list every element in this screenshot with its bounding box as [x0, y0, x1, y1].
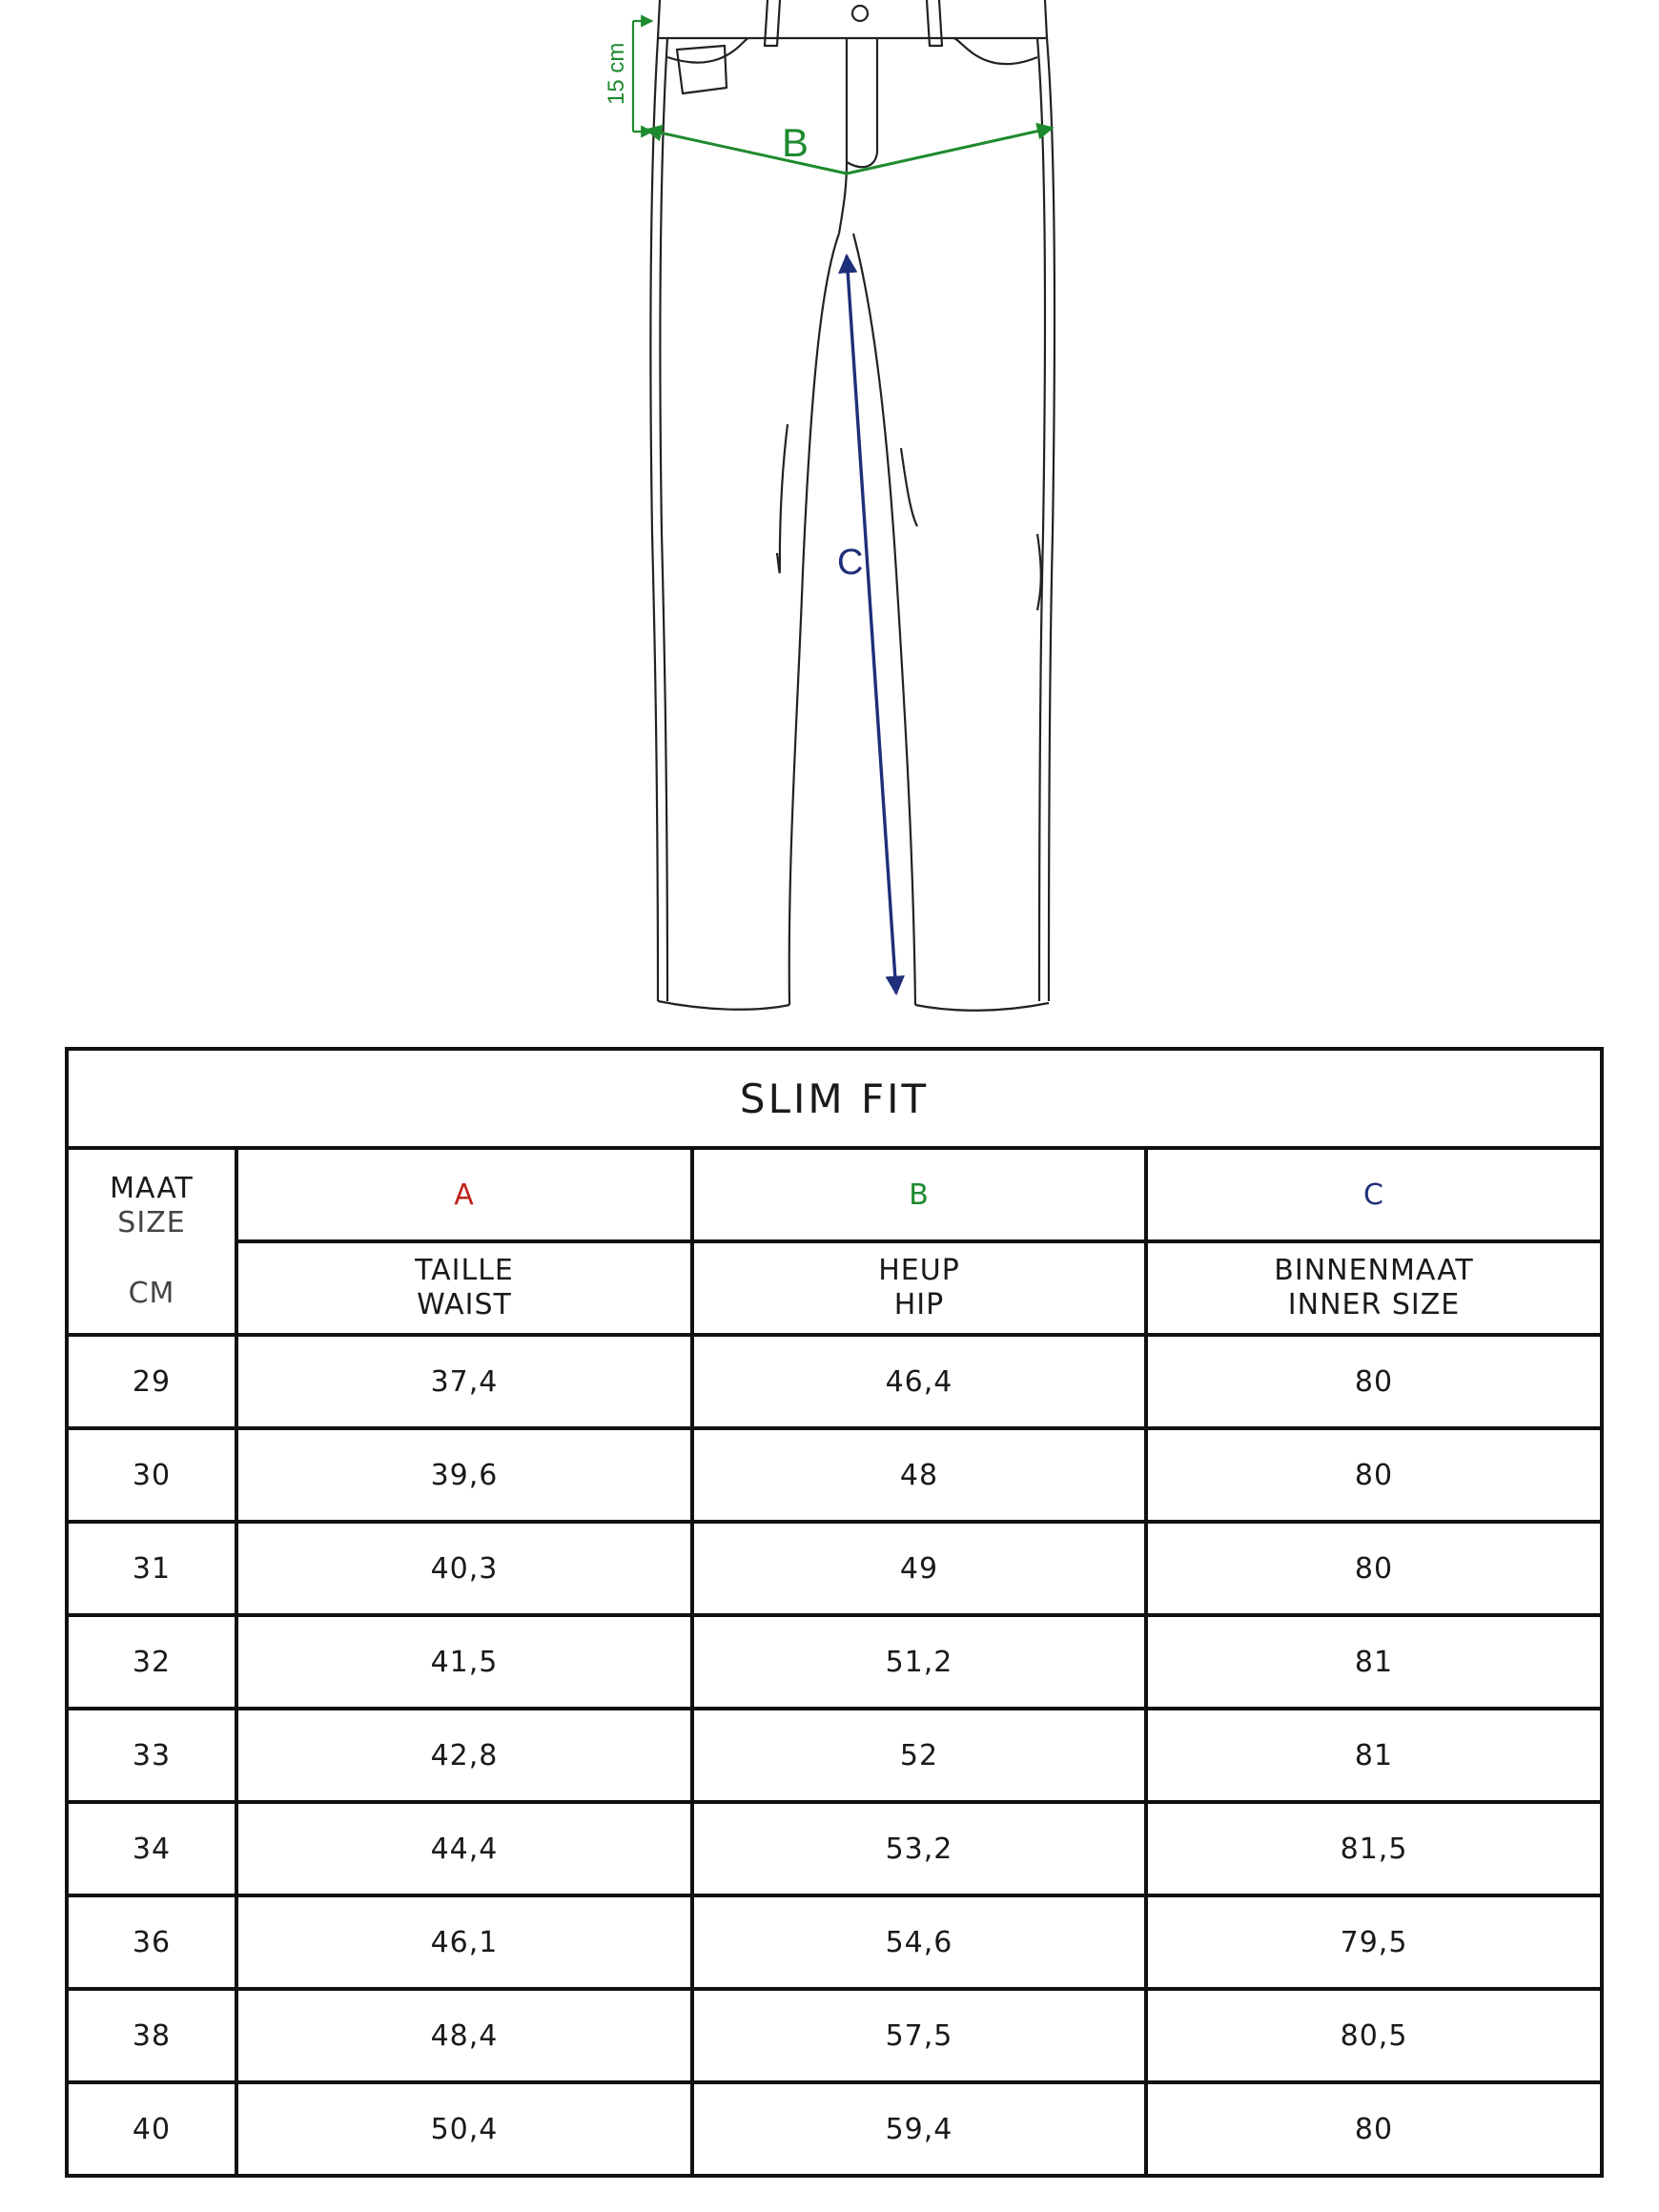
size-cell: 38 [67, 1989, 236, 2082]
table-row [67, 1709, 1602, 1802]
inner-size-cell: 80 [1146, 1522, 1602, 1615]
table-title: SLIM FIT [67, 1049, 1602, 1148]
hip-cell: 46,4 [692, 1335, 1146, 1428]
hip-cell: 57,5 [692, 1989, 1146, 2082]
column-label-en: HIP [893, 1288, 945, 1321]
column-label-en: INNER SIZE [1287, 1288, 1461, 1321]
size-cell: 40 [67, 2082, 236, 2176]
size-cell: 36 [67, 1895, 236, 1989]
waist-cell: 37,4 [236, 1335, 692, 1428]
column-letter-a: A [236, 1148, 692, 1241]
table-row [67, 1335, 1602, 1428]
hip-cell: 59,4 [692, 2082, 1146, 2176]
size-cell: 34 [67, 1802, 236, 1895]
size-label: SIZE [117, 1206, 186, 1239]
hip-label: B [782, 120, 809, 165]
column-label-waist [236, 1241, 692, 1335]
jeans-outline [650, 0, 1055, 1011]
table-row [67, 1615, 1602, 1709]
rise-indicator [633, 21, 652, 132]
table-row [67, 1522, 1602, 1615]
waist-cell: 48,4 [236, 1989, 692, 2082]
size-cell: 30 [67, 1428, 236, 1522]
rise-label: 15 cm [604, 42, 629, 105]
size-cell: 33 [67, 1709, 236, 1802]
size-header-cell [67, 1148, 236, 1335]
column-letter-c: C [1146, 1148, 1602, 1241]
button-icon [852, 6, 868, 21]
hip-cell: 52 [692, 1709, 1146, 1802]
inner-size-cell: 81 [1146, 1709, 1602, 1802]
column-label-hip [692, 1241, 1146, 1335]
waist-cell: 39,6 [236, 1428, 692, 1522]
hip-cell: 49 [692, 1522, 1146, 1615]
inseam-measure-line [847, 256, 896, 993]
waist-cell: 50,4 [236, 2082, 692, 2176]
hip-cell: 53,2 [692, 1802, 1146, 1895]
column-label-inner-size [1146, 1241, 1602, 1335]
waist-cell: 46,1 [236, 1895, 692, 1989]
waist-cell: 40,3 [236, 1522, 692, 1615]
column-label-nl: BINNENMAAT [1274, 1254, 1474, 1287]
size-cell: 32 [67, 1615, 236, 1709]
unit-label: CM [128, 1277, 175, 1310]
table-row [67, 1428, 1602, 1522]
table-row [67, 1802, 1602, 1895]
hip-cell: 51,2 [692, 1615, 1146, 1709]
inner-size-cell: 81 [1146, 1615, 1602, 1709]
table-row [67, 2082, 1602, 2176]
waist-cell: 44,4 [236, 1802, 692, 1895]
size-cell: 31 [67, 1522, 236, 1615]
waist-cell: 42,8 [236, 1709, 692, 1802]
column-letter-b: B [692, 1148, 1146, 1241]
inner-size-cell: 80 [1146, 1335, 1602, 1428]
column-label-nl: TAILLE [415, 1254, 514, 1287]
table-row [67, 1895, 1602, 1989]
inner-size-cell: 79,5 [1146, 1895, 1602, 1989]
size-cell: 29 [67, 1335, 236, 1428]
size-chart-table [65, 1047, 1604, 2178]
inner-size-cell: 80 [1146, 1428, 1602, 1522]
inner-size-cell: 81,5 [1146, 1802, 1602, 1895]
inner-size-cell: 80,5 [1146, 1989, 1602, 2082]
inseam-label: C [837, 543, 864, 583]
maat-label: MAAT [110, 1172, 194, 1205]
column-label-en: WAIST [417, 1288, 512, 1321]
waist-cell: 41,5 [236, 1615, 692, 1709]
hip-cell: 54,6 [692, 1895, 1146, 1989]
jeans-measurement-diagram [0, 0, 1659, 1030]
inner-size-cell: 80 [1146, 2082, 1602, 2176]
hip-cell: 48 [692, 1428, 1146, 1522]
column-label-nl: HEUP [878, 1254, 960, 1287]
hip-measure-line [646, 128, 1053, 174]
table-row [67, 1989, 1602, 2082]
